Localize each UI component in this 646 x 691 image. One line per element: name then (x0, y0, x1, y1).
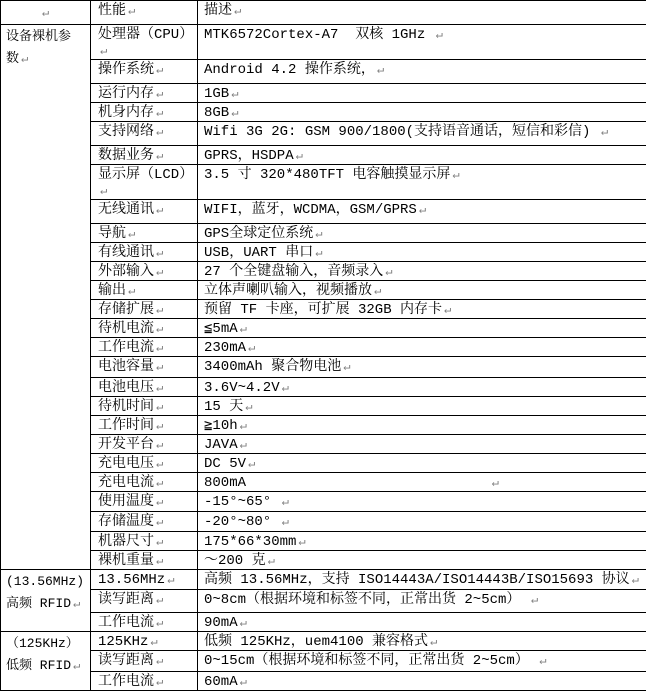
section-label-cell: （125KHz） 低频 RFID ↵ (1, 632, 91, 691)
spec-table-body (1, 1, 646, 691)
paragraph-mark-icon: ↵ (165, 573, 174, 587)
paragraph-mark-icon: ↵ (154, 265, 163, 279)
description-cell: ≧10h ↵ (198, 416, 646, 435)
description-cell: 175*66*30mm ↵ (198, 532, 646, 551)
attribute-cell: 机器尺寸 ↵ (91, 532, 198, 551)
attribute-cell: 电池容量 ↵ (91, 357, 198, 378)
paragraph-mark-icon: ↵ (599, 125, 608, 139)
header-performance-cell (91, 1, 198, 25)
table-row (1, 60, 646, 84)
paragraph-mark-icon: ↵ (280, 495, 289, 509)
paragraph-mark-icon: ↵ (434, 28, 443, 42)
paragraph-mark-icon: ↵ (246, 341, 255, 355)
paragraph-mark-icon: ↵ (154, 360, 163, 374)
table-row (1, 200, 646, 224)
section-label-cell: 设备裸机参 数 ↵ (1, 25, 91, 570)
attribute-cell: 读写距离 ↵ (91, 651, 198, 672)
description-cell: 8GB ↵ (198, 103, 646, 122)
paragraph-mark-icon: ↵ (490, 476, 499, 490)
table-row (1, 378, 646, 397)
header-description-label: 描述 (204, 3, 232, 19)
table-row (1, 416, 646, 435)
description-cell: 0~15cm（根据环境和标签不同，正常出货 2~5cm） ↵ (198, 651, 646, 672)
table-row (1, 338, 646, 357)
attribute-cell: 充电电流 ↵ (91, 473, 198, 492)
paragraph-mark-icon: ↵ (154, 106, 163, 120)
description-cell: 90mA ↵ (198, 613, 646, 632)
paragraph-mark-icon: ↵ (126, 4, 135, 18)
attribute-cell: 工作电流 ↵ (91, 338, 198, 357)
table-row (1, 551, 646, 570)
table-row (1, 397, 646, 416)
description-cell: ～200 克 ↵ (198, 551, 646, 570)
attribute-cell: 工作电流 ↵ (91, 613, 198, 632)
attribute-cell: 外部输入 ↵ (91, 262, 198, 281)
corner-cell (1, 1, 91, 25)
description-cell: MTK6572Cortex-A7 双核 1GHz ↵ (198, 25, 646, 60)
paragraph-mark-icon: ↵ (126, 227, 135, 241)
attribute-cell: 裸机重量 ↵ (91, 551, 198, 570)
paragraph-mark-icon: ↵ (40, 6, 49, 20)
table-row (1, 122, 646, 146)
description-cell: 15 天 ↵ (198, 397, 646, 416)
paragraph-mark-icon: ↵ (126, 284, 135, 298)
paragraph-mark-icon: ↵ (98, 44, 107, 58)
paragraph-mark-icon: ↵ (372, 284, 381, 298)
paragraph-mark-icon: ↵ (238, 322, 247, 336)
table-row (1, 300, 646, 319)
paragraph-mark-icon: ↵ (154, 322, 163, 336)
description-cell: GPRS，HSDPA ↵ (198, 146, 646, 165)
attribute-cell: 电池电压 ↵ (91, 378, 198, 397)
description-cell: 3.5 寸 320*480TFT 电容触摸显示屏 ↵ (198, 165, 646, 200)
paragraph-mark-icon: ↵ (154, 63, 163, 77)
paragraph-mark-icon: ↵ (450, 168, 459, 182)
table-row (1, 492, 646, 512)
paragraph-mark-icon: ↵ (154, 554, 163, 568)
description-cell: Android 4.2 操作系统， ↵ (198, 60, 646, 84)
attribute-cell: 处理器（CPU）↵ (91, 25, 198, 60)
paragraph-mark-icon: ↵ (154, 149, 163, 163)
description-cell: 27 个全键盘输入，音频录入 ↵ (198, 262, 646, 281)
description-cell: ≦5mA ↵ (198, 319, 646, 338)
table-row (1, 103, 646, 122)
description-cell: 高频 13.56MHz，支持 ISO14443A/ISO14443B/ISO15693 协议 ↵ (198, 570, 646, 590)
paragraph-mark-icon: ↵ (280, 381, 289, 395)
paragraph-mark-icon: ↵ (154, 535, 163, 549)
paragraph-mark-icon: ↵ (428, 635, 437, 649)
paragraph-mark-icon: ↵ (154, 654, 163, 668)
description-cell: 230mA ↵ (198, 338, 646, 357)
description-cell: -20°~80° ↵ (198, 512, 646, 532)
table-row (1, 454, 646, 473)
paragraph-mark-icon: ↵ (154, 203, 163, 217)
paragraph-mark-icon: ↵ (246, 457, 255, 471)
description-cell: DC 5V ↵ (198, 454, 646, 473)
paragraph-mark-icon: ↵ (154, 438, 163, 452)
paragraph-mark-icon: ↵ (148, 635, 157, 649)
table-row (1, 357, 646, 378)
attribute-cell: 125KHz ↵ (91, 632, 198, 651)
description-cell: WIFI，蓝牙，WCDMA，GSM/GPRS ↵ (198, 200, 646, 224)
paragraph-mark-icon: ↵ (442, 303, 451, 317)
attribute-cell: 运行内存 ↵ (91, 84, 198, 103)
paragraph-mark-icon: ↵ (280, 515, 289, 529)
description-cell: USB，UART 串口 ↵ (198, 243, 646, 262)
table-row (1, 243, 646, 262)
attribute-cell: 支持网络 ↵ (91, 122, 198, 146)
paragraph-mark-icon: ↵ (154, 400, 163, 414)
paragraph-mark-icon: ↵ (71, 597, 80, 611)
paragraph-mark-icon: ↵ (98, 184, 107, 198)
description-cell: 预留 TF 卡座，可扩展 32GB 内存卡 ↵ (198, 300, 646, 319)
paragraph-mark-icon: ↵ (154, 616, 163, 630)
paragraph-mark-icon: ↵ (266, 554, 275, 568)
attribute-cell: 操作系统 ↵ (91, 60, 198, 84)
table-row (1, 532, 646, 551)
table-row (1, 590, 646, 613)
paragraph-mark-icon: ↵ (294, 149, 303, 163)
paragraph-mark-icon: ↵ (154, 419, 163, 433)
header-performance-label: 性能 (98, 3, 126, 19)
paragraph-mark-icon: ↵ (229, 106, 238, 120)
table-row (1, 146, 646, 165)
table-row (1, 672, 646, 691)
attribute-cell: 导航 ↵ (91, 224, 198, 243)
description-cell: 3.6V~4.2V ↵ (198, 378, 646, 397)
paragraph-mark-icon: ↵ (537, 654, 546, 668)
description-cell: 1GB ↵ (198, 84, 646, 103)
table-row (1, 570, 646, 590)
table-row (1, 473, 646, 492)
table-row (1, 435, 646, 454)
paragraph-mark-icon: ↵ (154, 515, 163, 529)
attribute-cell: 存储扩展 ↵ (91, 300, 198, 319)
attribute-cell: 有线通讯 ↵ (91, 243, 198, 262)
attribute-cell: 工作时间 ↵ (91, 416, 198, 435)
description-cell: 800mA ↵ (198, 473, 646, 492)
paragraph-mark-icon: ↵ (154, 495, 163, 509)
table-row (1, 319, 646, 338)
attribute-cell: 充电电压 ↵ (91, 454, 198, 473)
attribute-cell: 读写距离 ↵ (91, 590, 198, 613)
paragraph-mark-icon: ↵ (375, 63, 384, 77)
header-description-cell (198, 1, 646, 25)
table-row (1, 613, 646, 632)
description-cell: 立体声喇叭输入，视频播放 ↵ (198, 281, 646, 300)
paragraph-mark-icon: ↵ (19, 52, 28, 66)
paragraph-mark-icon: ↵ (154, 341, 163, 355)
table-row (1, 281, 646, 300)
section-label-cell: (13.56MHz) 高频 RFID ↵ (1, 570, 91, 632)
paragraph-mark-icon: ↵ (417, 203, 426, 217)
paragraph-mark-icon: ↵ (229, 87, 238, 101)
attribute-cell: 机身内存 ↵ (91, 103, 198, 122)
attribute-cell: 13.56MHz ↵ (91, 570, 198, 590)
description-cell: -15°~65° ↵ (198, 492, 646, 512)
table-row (1, 512, 646, 532)
paragraph-mark-icon: ↵ (238, 438, 247, 452)
paragraph-mark-icon: ↵ (341, 360, 350, 374)
description-cell: JAVA ↵ (198, 435, 646, 454)
paragraph-mark-icon: ↵ (296, 535, 305, 549)
table-row (1, 651, 646, 672)
paragraph-mark-icon: ↵ (154, 675, 163, 689)
paragraph-mark-icon: ↵ (154, 457, 163, 471)
attribute-cell: 存储温度 ↵ (91, 512, 198, 532)
description-cell: 3400mAh 聚合物电池 ↵ (198, 357, 646, 378)
paragraph-mark-icon: ↵ (154, 593, 163, 607)
table-row (1, 262, 646, 281)
paragraph-mark-icon: ↵ (232, 4, 241, 18)
paragraph-mark-icon: ↵ (71, 659, 80, 673)
table-row (1, 224, 646, 243)
paragraph-mark-icon: ↵ (313, 246, 322, 260)
attribute-cell: 显示屏（LCD）↵ (91, 165, 198, 200)
paragraph-mark-icon: ↵ (238, 675, 247, 689)
table-row (1, 25, 646, 60)
attribute-cell: 开发平台 ↵ (91, 435, 198, 454)
description-cell: 60mA ↵ (198, 672, 646, 691)
description-cell: Wifi 3G 2G: GSM 900/1800(支持语音通话，短信和彩信) ↵ (198, 122, 646, 146)
paragraph-mark-icon: ↵ (154, 125, 163, 139)
paragraph-mark-icon: ↵ (383, 265, 392, 279)
table-row (1, 632, 646, 651)
paragraph-mark-icon: ↵ (154, 303, 163, 317)
paragraph-mark-icon: ↵ (529, 593, 538, 607)
paragraph-mark-icon: ↵ (154, 381, 163, 395)
description-cell: 低频 125KHz，uem4100 兼容格式 ↵ (198, 632, 646, 651)
attribute-cell: 输出 ↵ (91, 281, 198, 300)
attribute-cell: 待机时间 ↵ (91, 397, 198, 416)
attribute-cell: 工作电流 ↵ (91, 672, 198, 691)
description-cell: 0~8cm（根据环境和标签不同，正常出货 2~5cm） ↵ (198, 590, 646, 613)
paragraph-mark-icon: ↵ (630, 573, 639, 587)
paragraph-mark-icon: ↵ (154, 246, 163, 260)
paragraph-mark-icon: ↵ (313, 227, 322, 241)
attribute-cell: 无线通讯 ↵ (91, 200, 198, 224)
header-row (1, 1, 646, 25)
paragraph-mark-icon: ↵ (154, 87, 163, 101)
paragraph-mark-icon: ↵ (243, 400, 252, 414)
description-cell: GPS全球定位系统 ↵ (198, 224, 646, 243)
attribute-cell: 使用温度 ↵ (91, 492, 198, 512)
attribute-cell: 数据业务 ↵ (91, 146, 198, 165)
table-row (1, 165, 646, 200)
paragraph-mark-icon: ↵ (238, 616, 247, 630)
attribute-cell: 待机电流 ↵ (91, 319, 198, 338)
table-row (1, 84, 646, 103)
paragraph-mark-icon: ↵ (154, 476, 163, 490)
paragraph-mark-icon: ↵ (238, 419, 247, 433)
